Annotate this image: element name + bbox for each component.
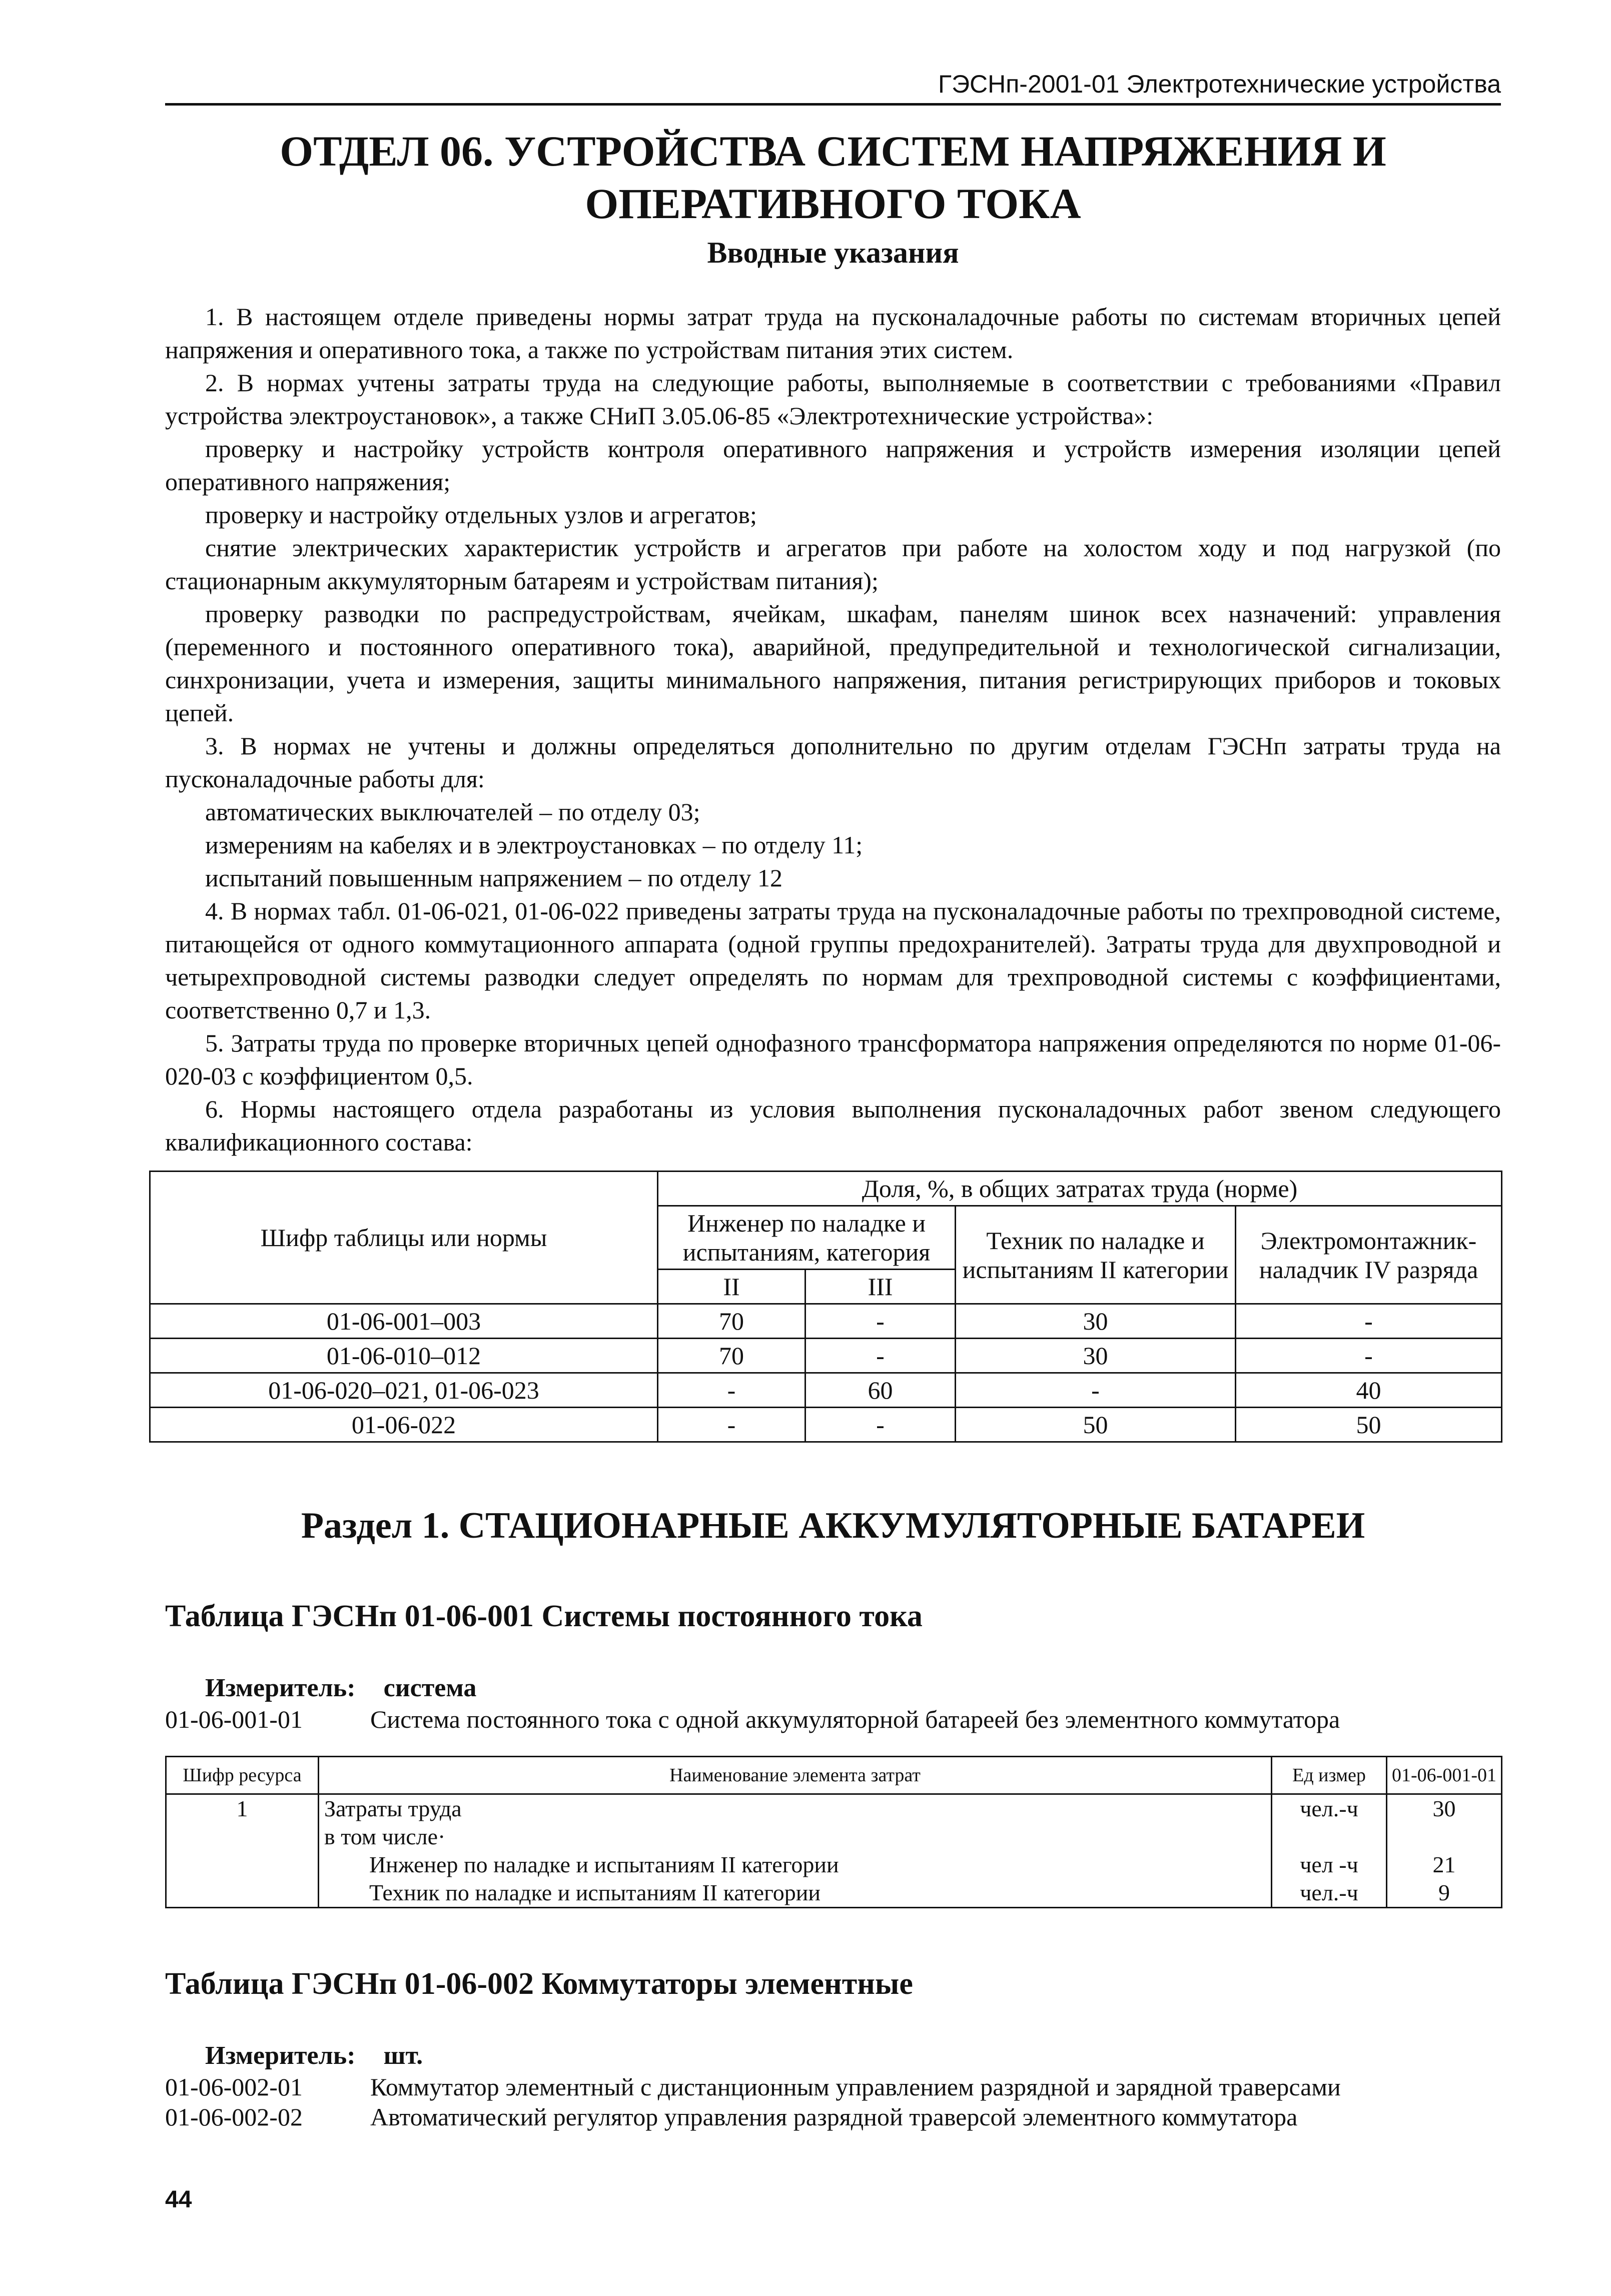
paragraph: 4. В нормах табл. 01-06-021, 01-06-022 приведены затраты труда на пусконаладочные работы по трехпроводной системе, питающейся от одного коммутационного аппарата (одной группы предохранителей). Затраты труда для двухпроводной и четырехпроводной системы разводки следует определять по нормам для трехпроводной системы с коэффициентами, соответственно 0,7 и 1,3. [165, 897, 1501, 1024]
part-title: Раздел 1. СТАЦИОНАРНЫЕ АККУМУЛЯТОРНЫЕ БАТАРЕИ [301, 1505, 1365, 1546]
col-header-electrician: Электромонтажник-наладчик IV разряда [1236, 1206, 1502, 1304]
paragraph: 6. Нормы настоящего отдела разработаны из условия выполнения пусконаладочных работ звеном следующего квалификационного состава: [165, 1095, 1501, 1156]
col-header-resource-code: Шифр ресурса [166, 1757, 319, 1794]
paragraph: 2. В нормах учтены затраты труда на следующие работы, выполняемые в соответствии с требованиями «Правил устройства электроустановок», а также СНиП 3.05.06-85 «Электротехнические устройства»: [165, 369, 1501, 430]
col-header-code: Шифр таблицы или нормы [150, 1172, 658, 1304]
table-row: 01-06-001–003 70 - 30 - [150, 1304, 1502, 1339]
table-row: в том числе· [166, 1823, 1502, 1851]
table-row: Техник по наладке и испытаниям II категории чел.-ч 9 [166, 1879, 1502, 1908]
paragraph: проверку и настройку отдельных узлов и агрегатов; [205, 501, 757, 529]
header-rule [165, 103, 1501, 106]
section-title: ОТДЕЛ 06. УСТРОЙСТВА СИСТЕМ НАПРЯЖЕНИЯ И ОПЕРАТИВНОГО ТОКА [280, 127, 1386, 228]
col-header-unit: Ед измер [1272, 1757, 1387, 1794]
col-header-norm: 01-06-001-01 [1387, 1757, 1502, 1794]
intro-body [165, 300, 1501, 1159]
paragraph: проверку разводки по распредустройствам, ячейкам, шкафам, панелям шинок всех назначений: управления (переменного и постоянного оперативного тока), аварийной, предупредительной и технологической сигнализации, синхронизации, учета и измерения, защиты минимального напряжения, питания регистрирующих приборов и токовых цепей. [165, 600, 1501, 727]
table-row: 1 Затраты труда чел.-ч 30 [166, 1794, 1502, 1823]
paragraph: измерениям на кабелях и в электроустановках – по отделу 11; [205, 831, 863, 859]
paragraph: 3. В нормах не учтены и должны определяться дополнительно по другим отделам ГЭСНп затраты труда на пусконаладочные работы для: [165, 732, 1501, 793]
page-number: 44 [165, 2186, 192, 2213]
paragraph: проверку и настройку устройств контроля оперативного напряжения и устройств измерения изоляции цепей оперативного напряжения; [165, 435, 1501, 496]
col-header-technician: Техник по наладке и испытаниям II категории [956, 1206, 1236, 1304]
running-header: ГЭСНп-2001-01 Электротехнические устройства [938, 70, 1501, 98]
table-row: 01-06-010–012 70 - 30 - [150, 1339, 1502, 1373]
intro-title: Вводные указания [707, 236, 959, 269]
paragraph: испытаний повышенным напряжением – по отделу 12 [205, 864, 782, 892]
table-row: 01-06-020–021, 01-06-023 - 60 - 40 [150, 1373, 1502, 1408]
paragraph: автоматических выключателей – по отделу 03; [205, 798, 700, 826]
table1-meter: Измеритель: система [205, 1674, 477, 1702]
table2-title: Таблица ГЭСНп 01-06-002 Коммутаторы элементные [165, 1967, 913, 2001]
table2-meter: Измеритель: шт. [205, 2041, 423, 2070]
col-header-engineer: Инженер по наладке и испытаниям, категория [658, 1206, 956, 1270]
col-header-cat2: II [658, 1270, 805, 1304]
paragraph: снятие электрических характеристик устройств и агрегатов при работе на холостом ходу и под нагрузкой (по стационарным аккумуляторным батареям и устройствам питания); [165, 534, 1501, 595]
table-row: Инженер по наладке и испытаниям II категории чел -ч 21 [166, 1851, 1502, 1879]
col-header-cat3: III [805, 1270, 956, 1304]
col-header-share: Доля, %, в общих затратах труда (норме) [658, 1172, 1502, 1206]
col-header-element-name: Наименование элемента затрат [319, 1757, 1272, 1794]
labor-share-table [149, 1171, 1502, 1443]
paragraph: 1. В настоящем отделе приведены нормы затрат труда на пусконаладочные работы по системам вторичных цепей напряжения и оперативного тока, а также по устройствам питания этих систем. [165, 303, 1501, 364]
table-row: 01-06-022 - - 50 50 [150, 1408, 1502, 1442]
table1-title: Таблица ГЭСНп 01-06-001 Системы постоянного тока [165, 1599, 923, 1633]
paragraph: 5. Затраты труда по проверке вторичных цепей однофазного трансформатора напряжения определяются по норме 01-06-020-03 с коэффициентом 0,5. [165, 1029, 1501, 1090]
resource-table [165, 1756, 1502, 1908]
